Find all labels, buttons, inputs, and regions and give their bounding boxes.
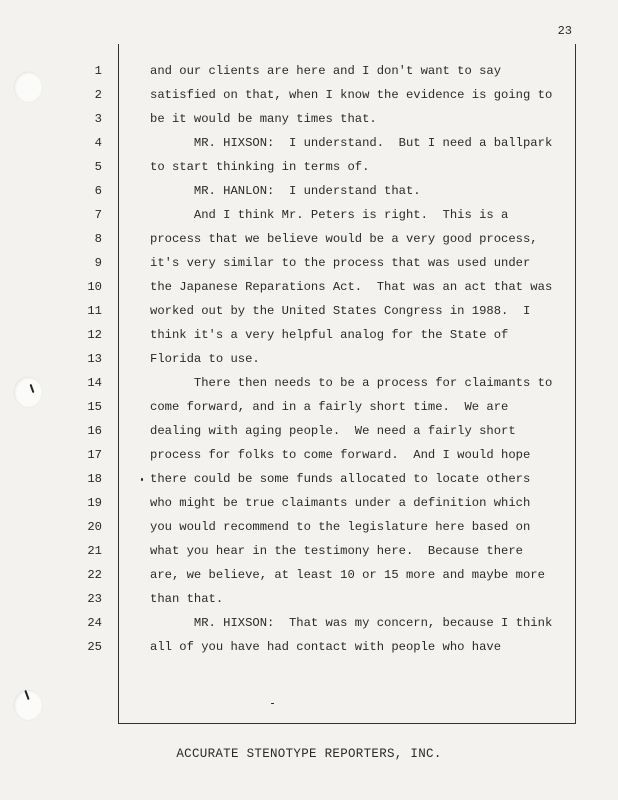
line-number: 20 — [87, 520, 102, 534]
line-number: 22 — [87, 568, 102, 582]
line-text: who might be true claimants under a definition which — [150, 496, 531, 510]
footer-company-name: ACCURATE STENOTYPE REPORTERS, INC. — [176, 747, 442, 761]
line-number: 21 — [87, 544, 102, 558]
line-number: 23 — [87, 592, 102, 606]
punch-hole — [14, 72, 42, 102]
line-number: 3 — [94, 112, 102, 126]
line-text: you would recommend to the legislature here based on — [150, 520, 531, 534]
line-text: than that. — [150, 592, 224, 606]
line-text: there could be some funds allocated to locate others — [150, 472, 531, 486]
line-number: 16 — [87, 424, 102, 438]
line-number: 14 — [87, 376, 102, 390]
line-number: 17 — [87, 448, 102, 462]
line-number: 18 — [87, 472, 102, 486]
line-number: 1 — [94, 64, 102, 78]
line-text: process that we believe would be a very good process, — [150, 232, 538, 246]
line-text: all of you have had contact with people who have — [150, 640, 502, 654]
line-number: 9 — [94, 256, 102, 270]
line-number: 11 — [87, 304, 102, 318]
line-number: 25 — [87, 640, 102, 654]
line-text: Florida to use. — [150, 352, 260, 366]
scan-speck — [271, 703, 274, 704]
scan-speck — [141, 478, 143, 481]
line-text: think it's a very helpful analog for the State of — [150, 328, 509, 342]
punch-hole — [14, 377, 42, 407]
line-number: 7 — [94, 208, 102, 222]
line-text: MR. HIXSON: I understand. But I need a ballpark — [150, 136, 553, 150]
line-number: 5 — [94, 160, 102, 174]
line-number: 6 — [94, 184, 102, 198]
line-text: the Japanese Reparations Act. That was an act that was — [150, 280, 553, 294]
line-text: process for folks to come forward. And I would hope — [150, 448, 531, 462]
line-text: what you hear in the testimony here. Because there — [150, 544, 523, 558]
line-text: MR. HANLON: I understand that. — [150, 184, 421, 198]
line-text: it's very similar to the process that was used under — [150, 256, 531, 270]
line-number: 12 — [87, 328, 102, 342]
line-number: 8 — [94, 232, 102, 246]
line-text: And I think Mr. Peters is right. This is a — [150, 208, 509, 222]
line-text: and our clients are here and I don't want to say — [150, 64, 502, 78]
line-number: 13 — [87, 352, 102, 366]
line-number: 24 — [87, 616, 102, 630]
line-text: are, we believe, at least 10 or 15 more and maybe more — [150, 568, 545, 582]
line-number: 4 — [94, 136, 102, 150]
line-text: satisfied on that, when I know the evidence is going to — [150, 88, 553, 102]
line-text: come forward, and in a fairly short time. We are — [150, 400, 509, 414]
line-number: 10 — [87, 280, 102, 294]
line-number: 15 — [87, 400, 102, 414]
line-text: MR. HIXSON: That was my concern, because I think — [150, 616, 553, 630]
page-number: 23 — [557, 24, 572, 38]
line-text: dealing with aging people. We need a fairly short — [150, 424, 516, 438]
line-text: worked out by the United States Congress in 1988. I — [150, 304, 531, 318]
line-number: 2 — [94, 88, 102, 102]
line-number: 19 — [87, 496, 102, 510]
line-text: to start thinking in terms of. — [150, 160, 370, 174]
line-text: be it would be many times that. — [150, 112, 377, 126]
line-text: There then needs to be a process for claimants to — [150, 376, 553, 390]
